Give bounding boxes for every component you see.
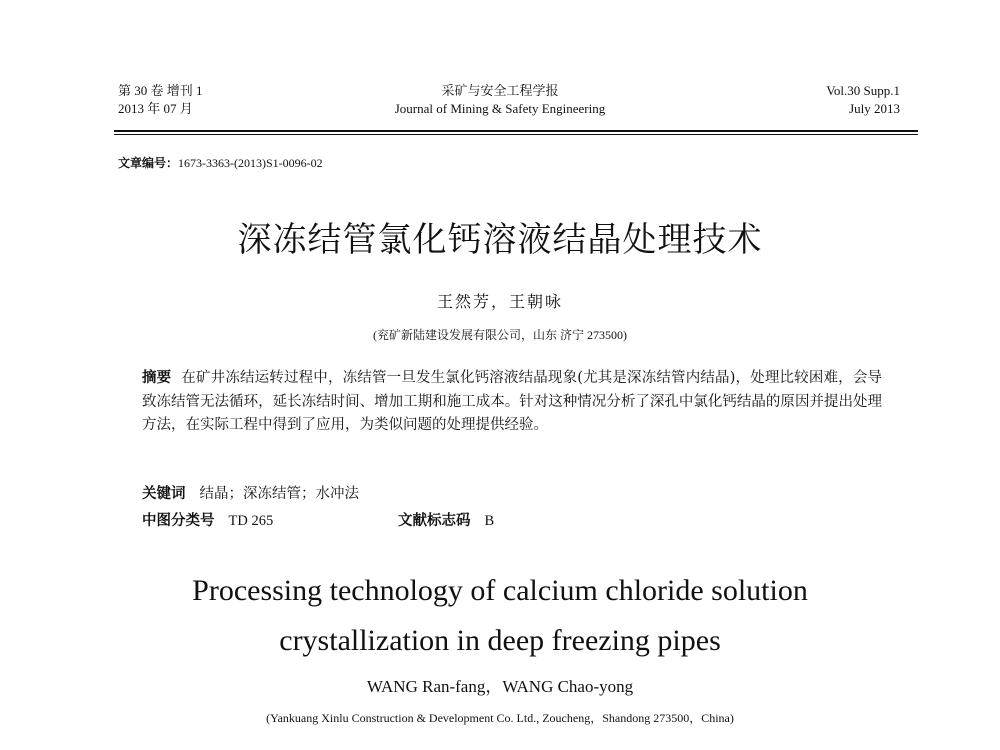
- header-date-en: July 2013: [849, 101, 900, 116]
- classification-row: [142, 509, 902, 530]
- keywords-label: 关键词: [142, 486, 186, 502]
- affiliation-en: (Yankuang Xinlu Construction & Development Co. Ltd., Zoucheng，Shandong 273500，China): [266, 711, 734, 725]
- journal-name-en: Journal of Mining & Safety Engineering: [394, 101, 606, 116]
- clc-value: TD 265: [228, 513, 274, 529]
- paper-title-cn: 深冻结管氯化钙溶液结晶处理技术: [237, 220, 763, 260]
- authors-en: WANG Ran-fang，WANG Chao-yong: [366, 677, 634, 696]
- abstract-text: 在矿井冻结运转过程中，冻结管一旦发生氯化钙溶液结晶现象(尤其是深冻结管内结晶)，处理比较困难，会导致冻结管无法循环，延长冻结时间、增加工期和施工成本。针对这种情况分析了深孔中氯化钙结晶的原因并提出处理方法，在实际工程中得到了应用，为类似问题的处理提供经验。: [142, 370, 882, 433]
- paper-title-en: [0, 566, 1000, 666]
- document-code-label: 文献标志码: [398, 513, 471, 529]
- clc-label: 中图分类号: [142, 513, 215, 529]
- keywords-value: 结晶；深冻结管；水冲法: [199, 486, 359, 502]
- header-volume-info-en: [826, 82, 900, 118]
- document-code-value: B: [484, 513, 495, 529]
- authors-cn: 王然芳，王朝咏: [436, 292, 563, 311]
- header-rule-thick: [114, 130, 918, 132]
- header-date-cn: 2013 年 07 月: [118, 101, 193, 116]
- article-number-label: 文章编号：: [118, 156, 179, 170]
- journal-name-cn: 采矿与安全工程学报: [441, 83, 559, 98]
- paper-title-en-line1: Processing technology of calcium chloride solution: [192, 574, 808, 607]
- abstract-block: [142, 367, 882, 438]
- abstract-label: 摘要: [142, 370, 172, 386]
- paper-title-en-line2: crystallization in deep freezing pipes: [279, 624, 721, 657]
- keywords-row: [142, 482, 359, 503]
- header-volume-supp: Vol.30 Supp.1: [826, 83, 900, 98]
- document-code: [398, 509, 494, 530]
- article-number: [118, 154, 323, 171]
- affiliation-cn: (兖矿新陆建设发展有限公司，山东 济宁 273500): [373, 328, 627, 342]
- header-volume-issue: 第 30 卷 增刊 1: [118, 83, 203, 98]
- article-number-value: 1673-3363-(2013)S1-0096-02: [178, 156, 323, 170]
- header-rule-thin: [114, 134, 918, 135]
